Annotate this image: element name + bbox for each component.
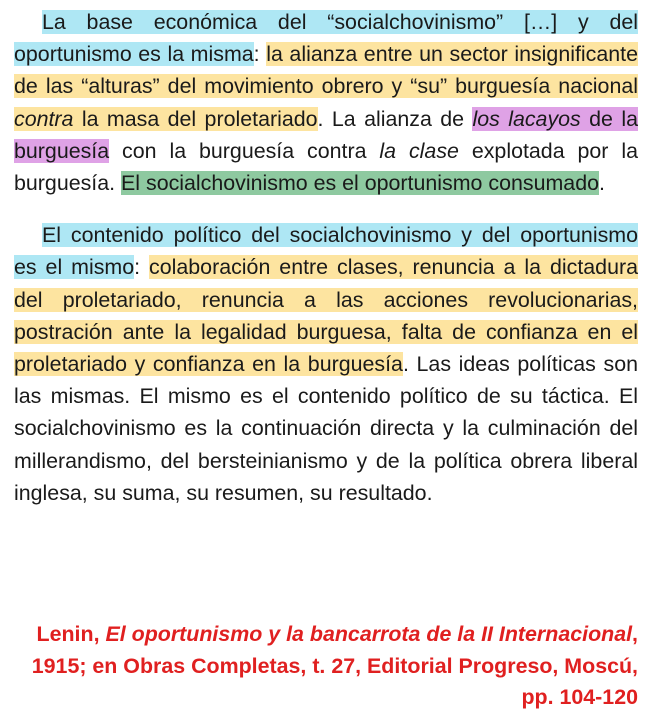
- text-segment: . La alianza de: [317, 106, 473, 131]
- purple-highlight-segment: de la burguesía: [14, 106, 638, 163]
- blue-highlight-segment: La base económica del “socialchovinismo” […] y del oportunismo es la misma: [14, 10, 638, 67]
- text-segment: explotada por la burguesía.: [14, 138, 638, 196]
- text-segment: :: [134, 255, 150, 280]
- paragraph-economic-basis: [14, 6, 638, 199]
- orange-highlight-segment: contra: [14, 106, 74, 131]
- text-segment: .: [599, 171, 605, 196]
- citation-text: Lenin,: [36, 622, 106, 646]
- citation-work-title: El oportunismo y la bancarrota de la II Internacional: [105, 622, 633, 646]
- text-segment: . Las ideas políticas son las mismas. El mismo es el contenido político de su táctica. El socialchovinismo es la continuación directa y la culminación del millerandismo, del bersteinianismo y de la política obrera liberal inglesa, su suma, su resumen, su resultado.: [14, 352, 638, 505]
- text-segment: con la burguesía contra: [109, 138, 380, 163]
- text-segment: la clase: [379, 138, 459, 163]
- orange-highlight-segment: la masa del proletariado: [73, 106, 318, 131]
- purple-highlight-segment: los lacayos: [472, 106, 581, 131]
- orange-highlight-segment: colaboración entre clases, renuncia a la dictadura del proletariado, renuncia a las acciones revolucionarias, postración ante la legalidad burguesa, falta de confianza en el proletariado y confianza en la burguesía: [14, 255, 638, 377]
- blue-highlight-segment: El contenido político del socialchovinismo y del oportunismo es el mismo: [14, 223, 638, 280]
- citation-text: , 1915; en Obras Completas, t. 27, Editorial Progreso, Moscú, pp. 104-120: [31, 622, 638, 709]
- green-highlight-segment: El socialchovinismo es el oportunismo consumado: [121, 171, 599, 196]
- quote-document: [14, 6, 638, 509]
- text-segment: :: [253, 42, 267, 67]
- paragraph-political-content: [14, 219, 638, 509]
- source-citation: [18, 619, 638, 714]
- orange-highlight-segment: la alianza entre un sector insignificante de las “alturas” del movimiento obrero y “su” burguesía nacional: [14, 42, 638, 99]
